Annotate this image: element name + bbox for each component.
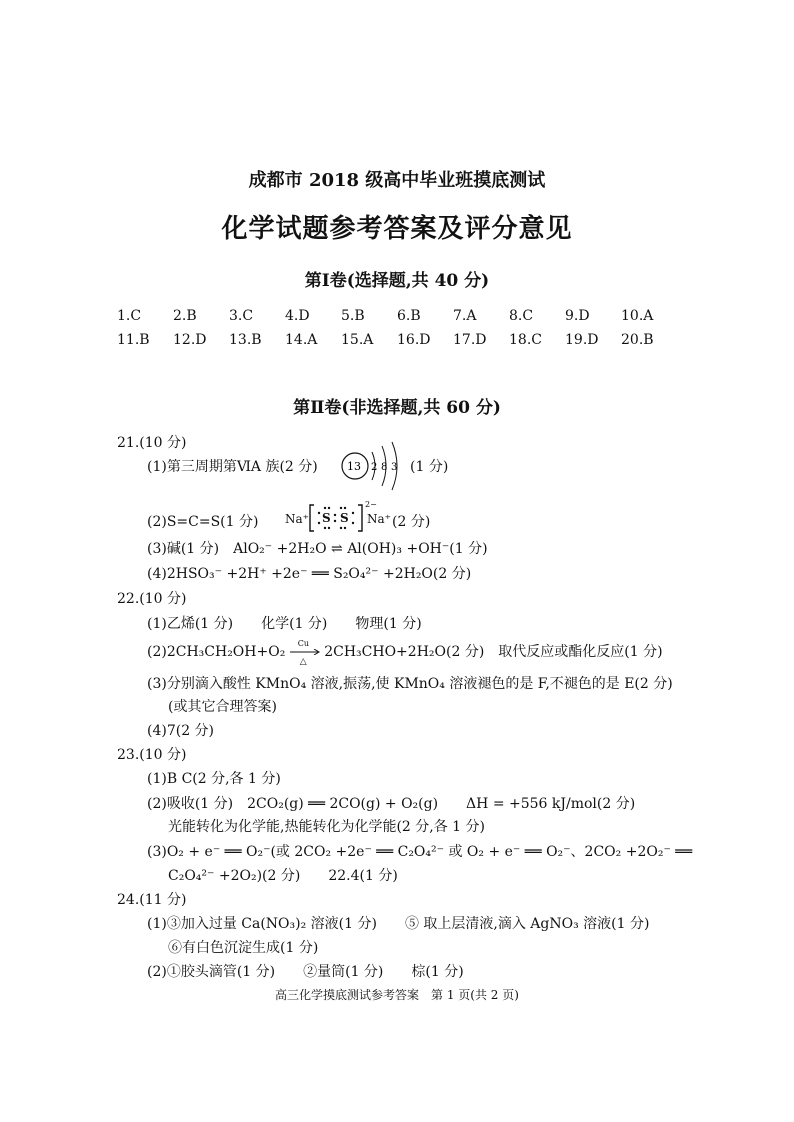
q22-part4: (4)7(2 分) bbox=[147, 723, 215, 739]
reaction-arrow bbox=[290, 639, 320, 667]
nucleus-label: 13 bbox=[347, 460, 361, 473]
disulfide-bracket bbox=[308, 503, 364, 533]
q21-part2-score: (2 分) bbox=[392, 514, 431, 530]
sodium-ion-left: Na⁺ bbox=[285, 512, 309, 526]
q21-part2: (2)S=C=S(1 分) bbox=[147, 514, 259, 530]
q23-part2: (2)吸收(1 分) 2CO₂(g) ══ 2CO(g) + O₂(g) ΔH = +556 kJ/mol(2 分) bbox=[147, 796, 636, 812]
sulfur-atom-1: S bbox=[322, 511, 331, 525]
section2-title: 第Ⅱ卷(非选择题,共 60 分) bbox=[293, 398, 501, 418]
answer-item: 6.B bbox=[397, 308, 421, 324]
catalyst-label: Cu bbox=[297, 639, 310, 648]
answer-item: 2.B bbox=[173, 308, 197, 324]
q24-part1: (1)③加入过量 Ca(NO₃)₂ 溶液(1 分) ⑤ 取上层清液,滴入 AgNO₃ 溶液(1 分) bbox=[147, 916, 650, 932]
answer-item: 10.A bbox=[621, 308, 654, 324]
atom-structure-diagram bbox=[338, 440, 408, 492]
answer-item: 11.B bbox=[117, 332, 150, 348]
q22-part3-note: (或其它合理答案) bbox=[168, 699, 277, 715]
section1-title: 第Ⅰ卷(选择题,共 40 分) bbox=[304, 271, 490, 291]
q22-head: 22.(10 分) bbox=[117, 591, 187, 607]
answer-item: 15.A bbox=[341, 332, 374, 348]
q23-head: 23.(10 分) bbox=[117, 747, 187, 763]
sodium-ion-right: Na⁺ bbox=[367, 512, 391, 526]
answer-item: 20.B bbox=[621, 332, 654, 348]
q23-part3: (3)O₂ + e⁻ ══ O₂⁻(或 2CO₂ +2e⁻ ══ C₂O₄²⁻ 或 O₂ + e⁻ ══ O₂⁻、2CO₂ +2O₂⁻ ══ bbox=[147, 844, 693, 860]
answer-item: 19.D bbox=[565, 332, 599, 348]
answer-item: 7.A bbox=[453, 308, 477, 324]
shell-1-electrons: 2 bbox=[371, 462, 378, 473]
q23-part3-cont: C₂O₄²⁻ +2O₂)(2 分) 22.4(1 分) bbox=[168, 868, 398, 884]
answer-item: 14.A bbox=[285, 332, 318, 348]
q21-part1-score: (1 分) bbox=[410, 459, 449, 475]
q21-part1: (1)第三周期第ⅥA 族(2 分) bbox=[147, 459, 318, 475]
q21-part4: (4)2HSO₃⁻ +2H⁺ +2e⁻ ══ S₂O₄²⁻ +2H₂O(2 分) bbox=[147, 566, 472, 582]
exam-header: 成都市 2018 级高中毕业班摸底测试 bbox=[248, 170, 546, 191]
q22-part1: (1)乙烯(1 分) 化学(1 分) 物理(1 分) bbox=[147, 616, 422, 632]
q21-head: 21.(10 分) bbox=[117, 435, 187, 451]
shell-3-electrons: 3 bbox=[391, 462, 398, 473]
answer-item: 3.C bbox=[229, 308, 254, 324]
q22-part2 bbox=[147, 639, 663, 667]
q23-part2-note: 光能转化为化学能,热能转化为化学能(2 分,各 1 分) bbox=[168, 819, 485, 835]
q22-part3: (3)分别滴入酸性 KMnO₄ 溶液,振荡,使 KMnO₄ 溶液褪色的是 F,不褪色的是 E(2 分) bbox=[147, 676, 673, 692]
q24-part1-cont: ⑥有白色沉淀生成(1 分) bbox=[168, 940, 319, 956]
shell-2-electrons: 8 bbox=[381, 462, 388, 473]
q21-part3: (3)碱(1 分) AlO₂⁻ +2H₂O ⇌ Al(OH)₃ +OH⁻(1 分) bbox=[147, 541, 488, 557]
page-footer: 高三化学摸底测试参考答案 第 1 页(共 2 页) bbox=[275, 988, 519, 1002]
answer-item: 12.D bbox=[173, 332, 207, 348]
answer-item: 13.B bbox=[229, 332, 262, 348]
sulfur-atom-2: S bbox=[340, 511, 349, 525]
q22-part2-products: 2CH₃CHO+2H₂O(2 分) 取代反应或酯化反应(1 分) bbox=[324, 644, 663, 660]
answer-item: 18.C bbox=[509, 332, 542, 348]
q23-part1: (1)B C(2 分,各 1 分) bbox=[147, 771, 281, 787]
heat-symbol: △ bbox=[299, 657, 307, 667]
answer-item: 5.B bbox=[341, 308, 365, 324]
page-title: 化学试题参考答案及评分意见 bbox=[221, 214, 573, 244]
answer-item: 1.C bbox=[117, 308, 142, 324]
ion-charge: 2− bbox=[365, 500, 377, 509]
answer-item: 4.D bbox=[285, 308, 310, 324]
answer-item: 16.D bbox=[397, 332, 431, 348]
q24-head: 24.(11 分) bbox=[117, 892, 187, 908]
answer-item: 17.D bbox=[453, 332, 487, 348]
q22-part2-reactants: (2)2CH₃CH₂OH+O₂ bbox=[147, 644, 286, 660]
answer-item: 9.D bbox=[565, 308, 590, 324]
q24-part2: (2)①胶头滴管(1 分) ②量筒(1 分) 棕(1 分) bbox=[147, 964, 464, 980]
answer-item: 8.C bbox=[509, 308, 534, 324]
